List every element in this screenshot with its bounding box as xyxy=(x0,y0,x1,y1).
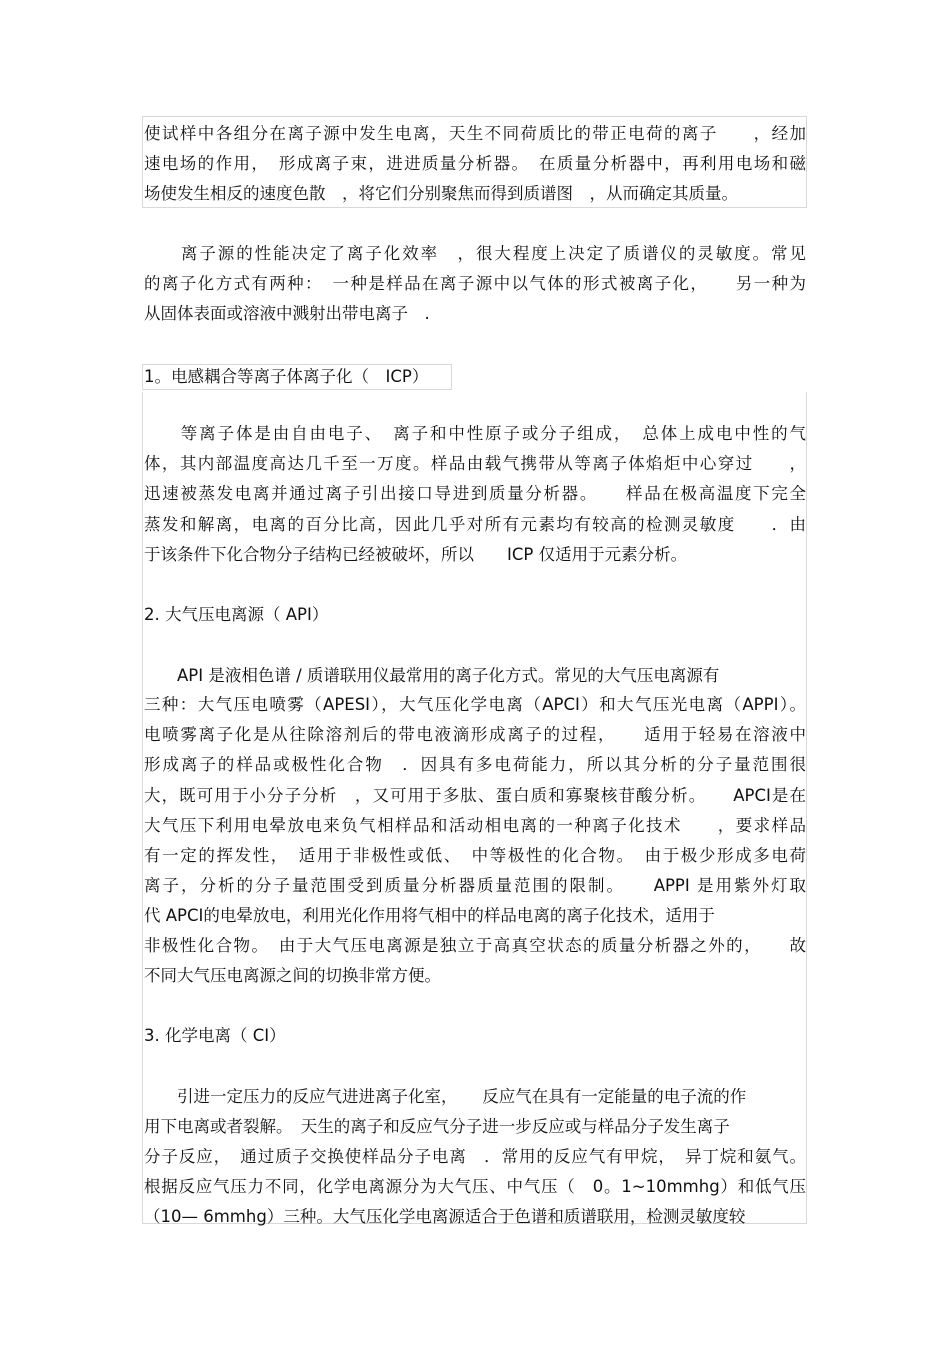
section3-line-3: 分子反应， 通过质子交换使样品分子电离 ．常用的反应气有甲烷， 异丁烷和氨气。 xyxy=(144,1147,806,1166)
section1-line-1: 等离子体是由自由电子、 离子和中性原子或分子组成， 总体上成电中性的气 xyxy=(144,424,806,443)
section3-heading: 3. 化学电离（ CI） xyxy=(144,1026,286,1045)
section2-line-2: 三种：大气压电喷雾（APESI），大气压化学电离（APCI）和大气压光电离（APPI）。 xyxy=(144,695,806,714)
section2-line-5: 大，既可用于小分子分析 ，又可用于多肽、蛋白质和寡聚核苷酸分析。 APCI是在 xyxy=(144,786,806,805)
section2-line-1: API 是液相色谱 / 质谱联用仪最常用的离子化方式。常见的大气压电离源有 xyxy=(144,666,720,685)
section2-line-4: 形成离子的样品或极性化合物 ．因具有多电荷能力，所以其分析的分子量范围很 xyxy=(144,755,806,774)
section2-heading: 2. 大气压电离源（ API） xyxy=(144,605,329,624)
section3-line-1: 引进一定压力的反应气进进离子化室， 反应气在具有一定能量的电子流的作 xyxy=(144,1087,747,1106)
section2-line-9: 代 APCI的电晕放电，利用光化作用将气相中的样品电离的离子化技术，适用于 xyxy=(144,906,715,925)
section1-line-5: 于该条件下化合物分子结构已经被破坏，所以 ICP 仅适用于元素分析。 xyxy=(144,545,688,564)
section3-line-4: 根据反应气压力不同，化学电离源分为大气压、中气压（ 0。1~10mmhg）和低气压 xyxy=(144,1177,806,1196)
section1-line-4: 蒸发和解离，电离的百分比高，因此几乎对所有元素均有较高的检测灵敏度 ．由 xyxy=(144,515,806,534)
para1-line-1: 使试样中各组分在离子源中发生电离，天生不同荷质比的带正电荷的离子 ，经加 xyxy=(144,124,806,143)
section3-line-2: 用下电离或者裂解。 天生的离子和反应气分子进一步反应或与样品分子发生离子 xyxy=(144,1117,730,1136)
section2-line-6: 大气压下利用电晕放电来负气相样品和活动相电离的一种离子化技术 ，要求样品 xyxy=(144,816,806,835)
section2-line-11: 不同大气压电离源之间的切换非常方便。 xyxy=(144,966,441,985)
section2-line-10: 非极性化合物。 由于大气压电离源是独立于高真空状态的质量分析器之外的， 故 xyxy=(144,936,806,955)
section1-line-3: 迅速被蒸发电离并通过离子引出接口导进到质量分析器。 样品在极高温度下完全 xyxy=(144,484,806,503)
para2-line-3: 从固体表面或溶液中溅射出带电离子 . xyxy=(144,304,430,323)
section3-line-5: （10— 6mmhg）三种。大气压化学电离源适合于色谱和质谱联用，检测灵敏度较 xyxy=(144,1207,746,1226)
para1-line-2: 速电场的作用， 形成离子束，进进质量分析器。 在质量分析器中，再利用电场和磁 xyxy=(144,154,806,173)
para2-line-2: 的离子化方式有两种： 一种是样品在离子源中以气体的形式被离子化， 另一种为 xyxy=(144,274,806,293)
section2-line-8: 离子，分析的分子量范围受到质量分析器质量范围的限制。 APPI 是用紫外灯取 xyxy=(144,876,806,895)
para2-line-1: 离子源的性能决定了离子化效率 ，很大程度上决定了质谱仪的灵敏度。常见 xyxy=(144,244,806,263)
section2-line-3: 电喷雾离子化是从往除溶剂后的带电液滴形成离子的过程， 适用于轻易在溶液中 xyxy=(144,725,806,744)
section2-line-7: 有一定的挥发性， 适用于非极性或低、 中等极性的化合物。 由于极少形成多电荷 xyxy=(144,846,806,865)
section1-line-2: 体，其内部温度高达几千至一万度。样品由载气携带从等离子体焰炬中心穿过 ， xyxy=(144,454,806,473)
para1-line-3: 场使发生相反的速度色散 ，将它们分别聚焦而得到质谱图 ，从而确定其质量。 xyxy=(144,184,738,203)
section1-heading: 1。电感耦合等离子体离子化（ ICP） xyxy=(144,367,429,386)
